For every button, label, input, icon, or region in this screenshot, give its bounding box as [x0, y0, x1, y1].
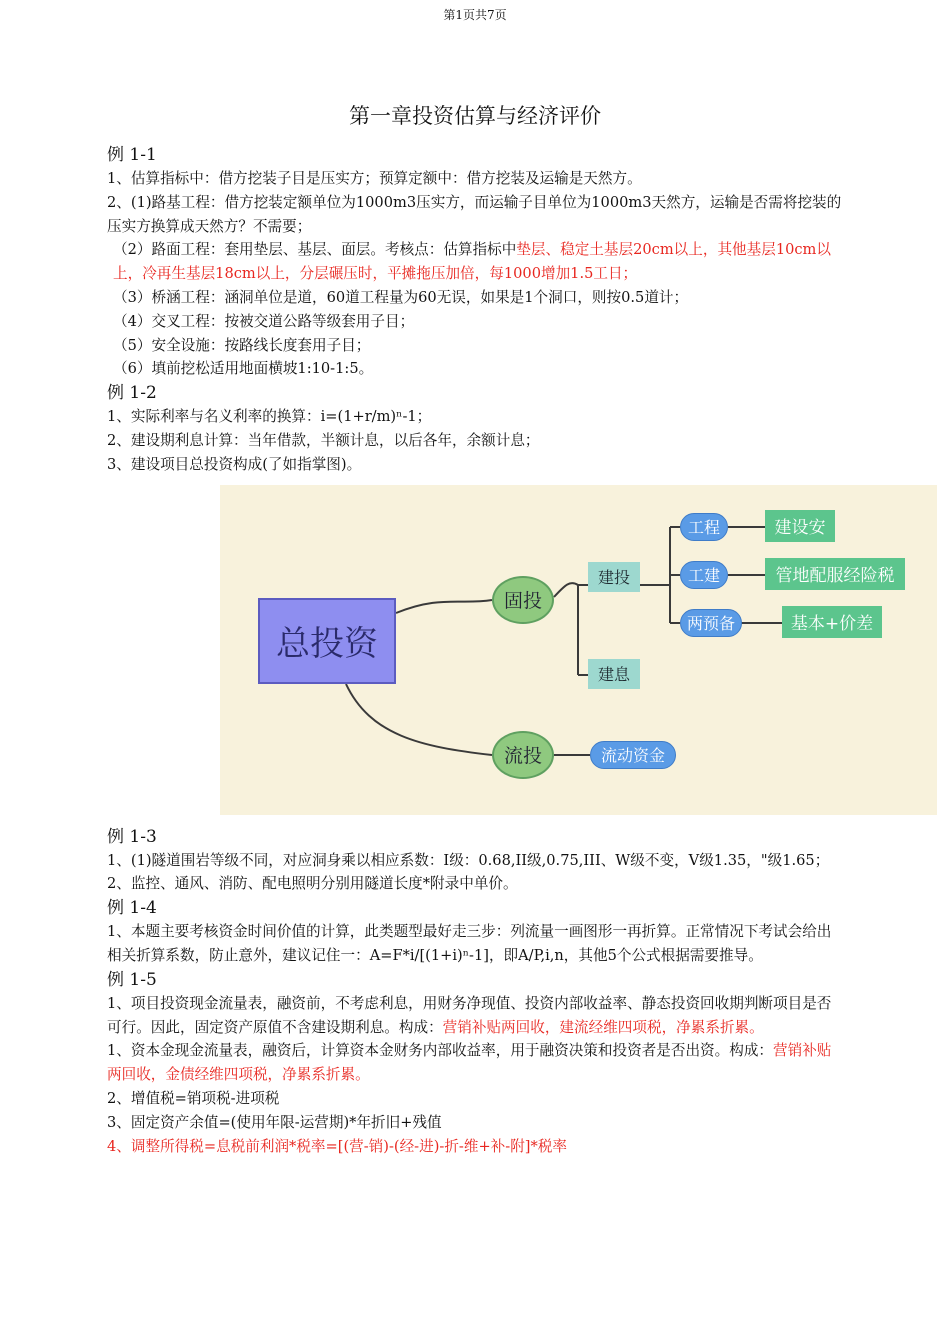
highlight-text: 营销补贴两回收，金债经维四项税，净累系折累。: [107, 1042, 832, 1084]
text-line: （3）桥涵工程：涵洞单位是道，60道工程量为60无误，如果是1个洞口，则按0.5道计；: [113, 288, 689, 306]
example-heading: 例 1-3: [107, 826, 157, 847]
highlight-line: 4、调整所得税=息税前利润*税率=[(营-销)-(经-进)-折-维+补-附]*税率: [107, 1137, 567, 1155]
example-heading: 例 1-1: [107, 145, 157, 165]
page-header: 第1页共7页: [443, 8, 507, 22]
construction-investment-node: 建投: [588, 562, 640, 592]
text-span: 1、项目投资现金流量表，融资前，不考虑利息，用财务净现值、投资内部收益率、静态投资回收期判断项目是否可行。因此，固定资产原值不含建设期利息。构成：: [107, 994, 832, 1036]
two-reserves-node: 两预备: [680, 609, 742, 637]
text-line: 2、建设期利息计算：当年借款，半额计息，以后各年，余额计息；: [107, 431, 540, 449]
document-body: [107, 143, 895, 1158]
chapter-title: 第一章投资估算与经济评价: [349, 104, 601, 128]
text-line: 3、建设项目总投资构成(了如指掌图)。: [107, 455, 362, 473]
reserves-leaf: 基本+价差: [782, 606, 882, 638]
current-investment-node: 流投: [492, 731, 554, 779]
fixed-investment-node: 固投: [492, 576, 554, 624]
root-node: 总投资: [258, 598, 396, 684]
text-line: [107, 238, 842, 286]
text-line: （4）交叉工程：按被交道公路等级套用子目；: [113, 312, 415, 330]
engineering-node: 工程: [680, 513, 728, 541]
investment-mindmap: [220, 485, 937, 815]
text-line: [107, 1039, 842, 1087]
construction-interest-node: 建息: [588, 659, 640, 689]
text-line: [107, 992, 842, 1040]
example-heading: 例 1-2: [107, 383, 157, 404]
text-span: 1、资本金现金流量表，融资后，计算资本金财务内部收益率，用于融资决策和投资者是否出资。构成：: [107, 1042, 774, 1060]
working-capital-node: 流动资金: [590, 741, 676, 769]
text-line: 1、(1)隧道围岩等级不同，对应洞身乘以相应系数：I级：0.68,II级,0.75,III、W级不变，V级1.35，"级1.65；: [107, 851, 830, 869]
text-line: 3、固定资产余值=(使用年限-运营期)*年折旧+残值: [107, 1113, 442, 1131]
text-line: 1、本题主要考核资金时间价值的计算，此类题型最好走三步：列流量一画图形一再折算。正常情况下考试会给出相关折算系数，防止意外，建议记住一：A=F*i/[(1+i)ⁿ-1]，即A/P,i,n，其他5个公式根据需要推导。: [107, 923, 832, 964]
other-costs-leaf: 管地配服经险税: [765, 558, 905, 590]
text-span: （2）路面工程：套用垫层、基层、面层。考核点：估算指标中: [113, 241, 517, 259]
text-line: 2、增值税=销项税-进项税: [107, 1089, 280, 1107]
highlight-text: 垫层、稳定土基层20cm以上，其他基层10cm以上，冷再生基层18cm以上，分层碾压时，平摊拖压加倍，每1000增加1.5工日；: [113, 241, 831, 283]
text-line: 2、(1)路基工程：借方挖装定额单位为1000m3压实方，而运输子目单位为1000m3天然方，运输是否需将挖装的压实方换算成天然方？不需要；: [107, 193, 842, 235]
other-engineering-node: 工建: [680, 561, 728, 589]
text-line: （6）填前挖松适用地面横坡1:10-1:5。: [113, 360, 374, 378]
text-line: （5）安全设施：按路线长度套用子目；: [113, 336, 371, 354]
highlight-text: 营销补贴两回收，建流经维四项税，净累系折累。: [442, 1018, 764, 1036]
text-line: 2、监控、通风、消防、配电照明分别用隧道长度*附录中单价。: [107, 875, 518, 893]
text-line: 1、实际利率与名义利率的换算：i=(1+r/m)ⁿ-1；: [107, 408, 432, 426]
text-line: 1、估算指标中：借方挖装子目是压实方；预算定额中：借方挖装及运输是天然方。: [107, 170, 642, 187]
example-heading: 例 1-4: [107, 898, 157, 919]
building-install-leaf: 建设安: [765, 510, 835, 542]
example-heading: 例 1-5: [107, 969, 157, 990]
